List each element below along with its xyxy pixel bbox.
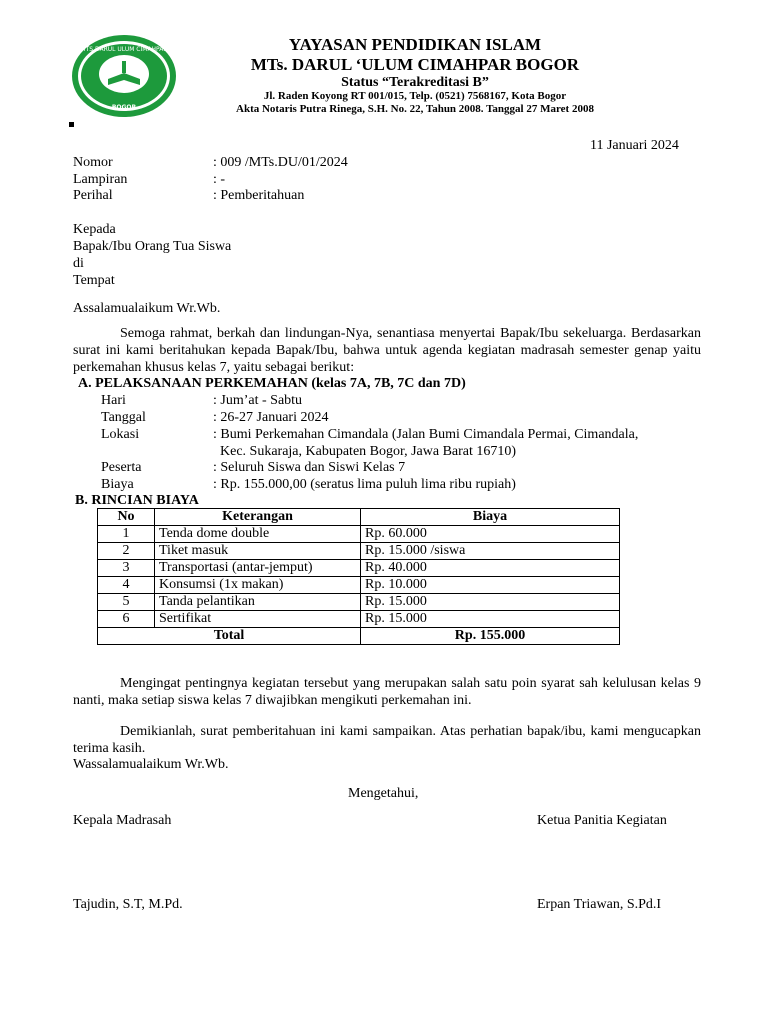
col-header-biaya: Biaya [361,509,620,526]
recipient-line: di [73,256,84,271]
cell-no: 3 [98,560,155,577]
table-row [98,611,620,628]
cell-keterangan: Tanda pelantikan [155,594,361,611]
recipient-line: Kepada [73,222,116,237]
section-a-title: A. PELAKSANAAN PERKEMAHAN (kelas 7A, 7B, 7C dan 7D) [78,376,466,391]
notary-deed: Akta Notaris Putra Rinega, S.H. No. 22, Tahun 2008. Tanggal 27 Maret 2008 [236,103,594,115]
intro-paragraph: Semoga rahmat, berkah dan lindungan-Nya, senantiasa menyertai Bapak/Ibu sekeluarga. Berdasarkan surat ini kami beritahukan kepada Bapak/Ibu, bahwa untuk agenda kegiatan madrasah semester genap yaitu perkemahan khusus kelas 7, yaitu sebagai berikut: [73,326,701,375]
table-row [98,577,620,594]
cell-no: 2 [98,543,155,560]
foundation-name: YAYASAN PENDIDIKAN ISLAM [288,35,542,54]
logo-text-bottom: BOGOR [111,104,137,111]
cell-biaya: Rp. 40.000 [361,560,620,577]
section-b-title: B. RINCIAN BIAYA [75,493,199,508]
signer-left-title: Kepala Madrasah [73,813,172,828]
col-header-keterangan: Keterangan [155,509,361,526]
signer-right-name: Erpan Triawan, S.Pd.I [537,897,662,912]
cell-biaya: Rp. 60.000 [361,526,620,543]
cost-table [97,508,620,645]
signer-right-title: Ketua Panitia Kegiatan [537,813,667,828]
recipient-line: Bapak/Ibu Orang Tua Siswa [73,239,232,254]
table-row [98,526,620,543]
col-header-no: No [98,509,155,526]
cell-keterangan: Transportasi (antar-jemput) [155,560,361,577]
cell-keterangan: Sertifikat [155,611,361,628]
greeting: Assalamualaikum Wr.Wb. [73,301,221,316]
meta-nomor: Nomor : 009 /MTs.DU/01/2024 [73,155,348,170]
cell-no: 1 [98,526,155,543]
recipient-line: Tempat [73,273,115,288]
paragraph-closing: Demikianlah, surat pemberitahuan ini kami sampaikan. Atas perhatian bapak/ibu, kami mengucapkan terima kasih. [73,724,701,756]
cell-no: 6 [98,611,155,628]
cell-no: 5 [98,594,155,611]
meta-perihal: Perihal : Pemberitahuan [73,188,305,203]
cell-biaya: Rp. 10.000 [361,577,620,594]
total-value: Rp. 155.000 [361,628,620,645]
school-name: MTs. DARUL ‘ULUM CIMAHPAR BOGOR [250,55,580,74]
table-row [98,560,620,577]
cell-keterangan: Konsumsi (1x makan) [155,577,361,594]
table-total-row [98,628,620,645]
cell-keterangan: Tenda dome double [155,526,361,543]
logo-text-top: MTS DARUL ULUM CIMAHPAR [80,46,168,53]
total-label: Total [98,628,361,645]
meta-lampiran: Lampiran : - [73,172,226,187]
cell-biaya: Rp. 15.000 [361,611,620,628]
table-row [98,543,620,560]
accreditation-status: Status “Terakreditasi B” [341,75,489,90]
table-row [98,594,620,611]
letter-date: 11 Januari 2024 [590,138,679,153]
acknowledged-label: Mengetahui, [348,786,419,801]
cell-biaya: Rp. 15.000 /siswa [361,543,620,560]
table-header-row [98,509,620,526]
paragraph-requirement: Mengingat pentingnya kegiatan tersebut yang merupakan salah satu poin syarat sah kelulusan kelas 9 nanti, maka setiap siswa kelas 7 diwajibkan mengikuti perkemahan ini. [73,676,701,708]
closing-salutation: Wassalamualaikum Wr.Wb. [73,757,229,772]
cell-no: 4 [98,577,155,594]
signer-left-name: Tajudin, S.T, M.Pd. [73,897,183,912]
bullet-marker [69,122,74,127]
cell-biaya: Rp. 15.000 [361,594,620,611]
cell-keterangan: Tiket masuk [155,543,361,560]
school-address: Jl. Raden Koyong RT 001/015, Telp. (0521) 7568167, Kota Bogor [263,90,567,102]
